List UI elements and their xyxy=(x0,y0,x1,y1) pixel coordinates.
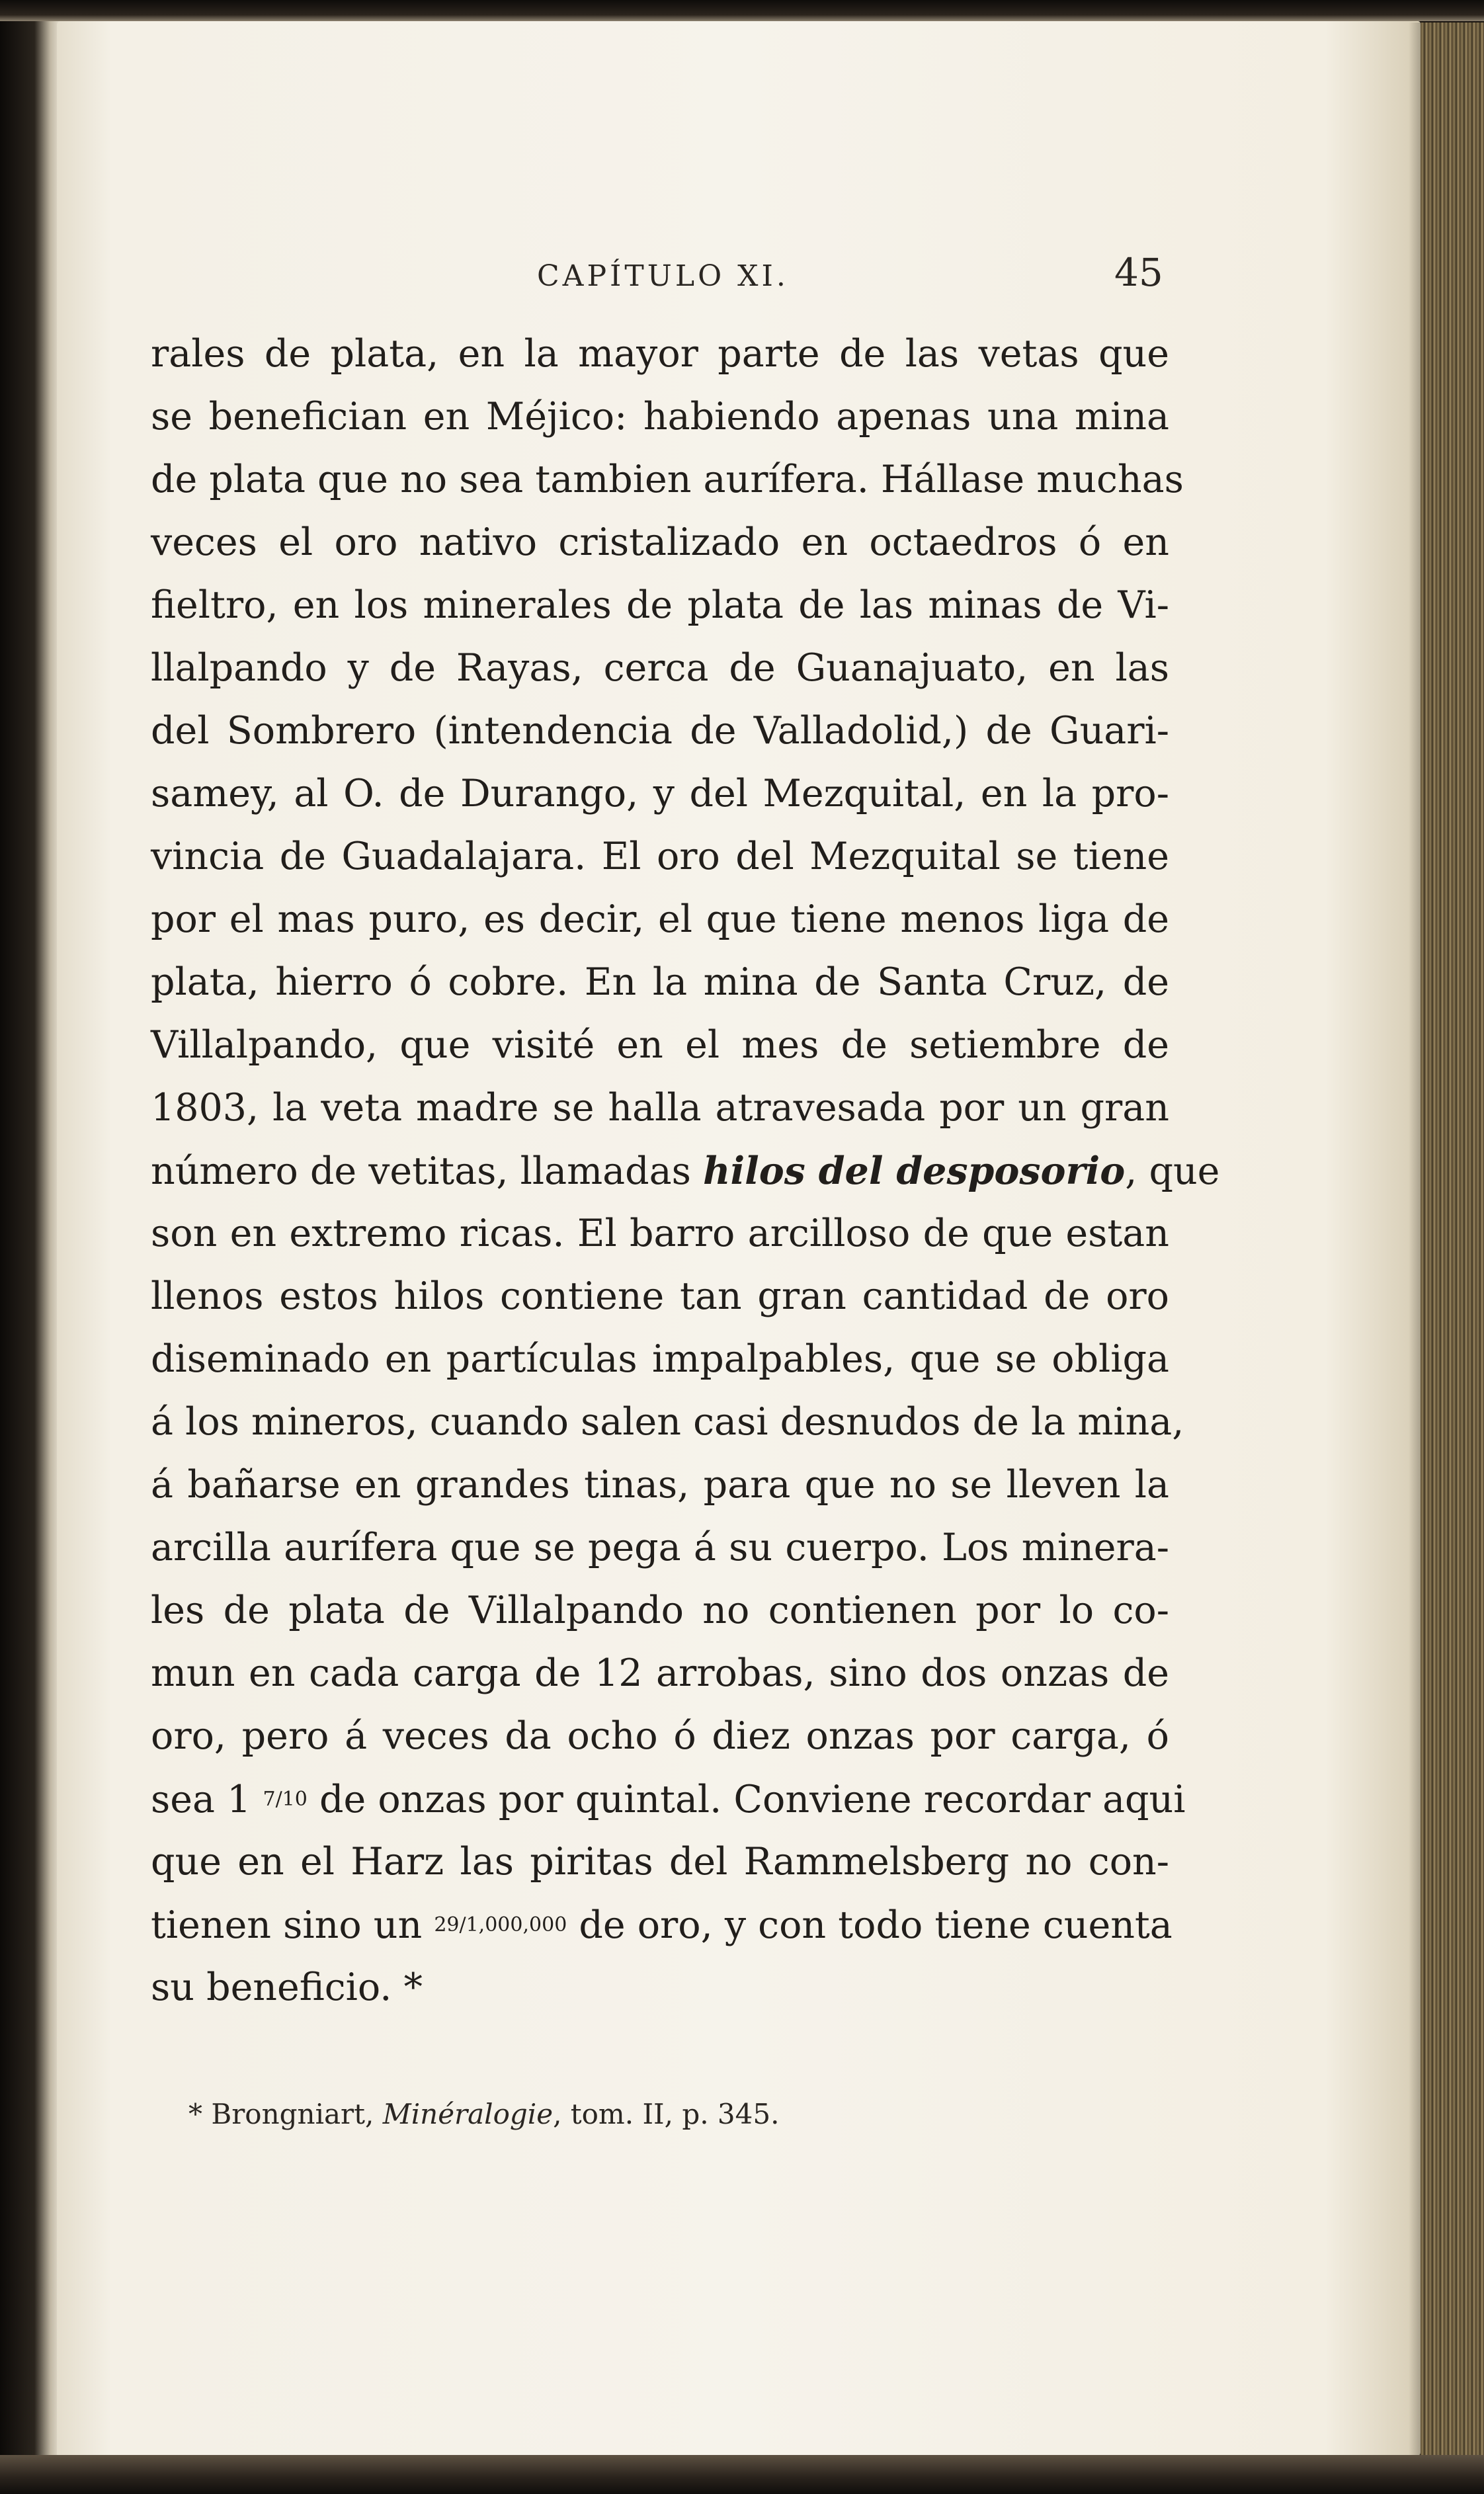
footnote-italic: Minéralogie xyxy=(382,2098,554,2130)
footnote-text: , tom. II, p. 345. xyxy=(553,2098,780,2130)
text-line: su beneficio. * xyxy=(151,1966,423,2009)
text-line: plata, hierro ó cobre. En la mina de Santa Cruz, de xyxy=(151,960,1169,1004)
fraction: 29/1,000,000 xyxy=(434,1913,567,1936)
italic-term: hilos del desposorio xyxy=(703,1149,1126,1193)
text-line: diseminado en partículas impalpables, que se obliga xyxy=(151,1337,1169,1381)
text-line: se benefician en Méjico: habiendo apenas una mina xyxy=(151,395,1169,438)
chapter-title: CAPÍTULO XI. xyxy=(537,259,789,293)
footnote xyxy=(188,2098,779,2130)
text-line: llenos estos hilos contiene tan gran cantidad de oro xyxy=(151,1274,1169,1318)
text-line: les de plata de Villalpando no contienen por lo co- xyxy=(151,1589,1169,1632)
book-gutter xyxy=(0,0,63,2494)
text-line: por el mas puro, es decir, el que tiene menos liga de xyxy=(151,897,1169,941)
text-line xyxy=(151,1768,1186,1831)
text-line: oro, pero á veces da ocho ó diez onzas por carga, ó xyxy=(151,1714,1169,1758)
text-line: arcilla aurífera que se pega á su cuerpo. Los minera- xyxy=(151,1526,1169,1569)
footnote-text: * Brongniart, xyxy=(188,2098,383,2130)
text-segment: tienen sino un xyxy=(151,1903,434,1947)
running-head xyxy=(0,250,1484,306)
text-line: del Sombrero (intendencia de Valladolid,) de Guari- xyxy=(151,709,1169,753)
text-line: á bañarse en grandes tinas, para que no se lleven la xyxy=(151,1463,1169,1507)
text-segment: , que xyxy=(1125,1149,1220,1193)
text-line: llalpando y de Rayas, cerca de Guanajuato, en las xyxy=(151,646,1169,690)
text-line: que en el Harz las piritas del Rammelsberg no con- xyxy=(151,1840,1169,1884)
text-line xyxy=(151,1140,1220,1202)
text-line: son en extremo ricas. El barro arcilloso de que estan xyxy=(151,1212,1169,1255)
text-segment: sea 1 xyxy=(151,1778,263,1821)
body-text xyxy=(151,323,1220,2019)
text-segment: de onzas por quintal. Conviene recordar aqui xyxy=(307,1778,1186,1821)
text-segment: de oro, y con todo tiene cuenta xyxy=(567,1903,1173,1947)
text-line: 1803, la veta madre se halla atravesada por un gran xyxy=(151,1086,1169,1130)
text-line: vincia de Guadalajara. El oro del Mezquital se tiene xyxy=(151,835,1169,878)
text-line: de plata que no sea tambien aurífera. Hállase muchas xyxy=(151,458,1184,501)
text-line xyxy=(151,1893,1173,1956)
text-line: mun en cada carga de 12 arrobas, sino dos onzas de xyxy=(151,1651,1169,1695)
text-line: veces el oro nativo cristalizado en octaedros ó en xyxy=(151,520,1169,564)
text-line: fieltro, en los minerales de plata de las minas de Vi- xyxy=(151,583,1169,627)
text-line: rales de plata, en la mayor parte de las vetas que xyxy=(151,332,1169,376)
page-number: 45 xyxy=(1114,250,1163,295)
fraction: 7/10 xyxy=(263,1788,308,1811)
text-line: samey, al O. de Durango, y del Mezquital, en la pro- xyxy=(151,772,1169,815)
text-segment: número de vetitas, llamadas xyxy=(151,1149,703,1193)
text-line: á los mineros, cuando salen casi desnudos de la mina, xyxy=(151,1400,1184,1444)
top-edge xyxy=(0,0,1484,21)
text-line: Villalpando, que visité en el mes de setiembre de xyxy=(151,1023,1169,1067)
bottom-edge xyxy=(0,2455,1484,2494)
page-fore-edge xyxy=(1421,22,1484,2456)
